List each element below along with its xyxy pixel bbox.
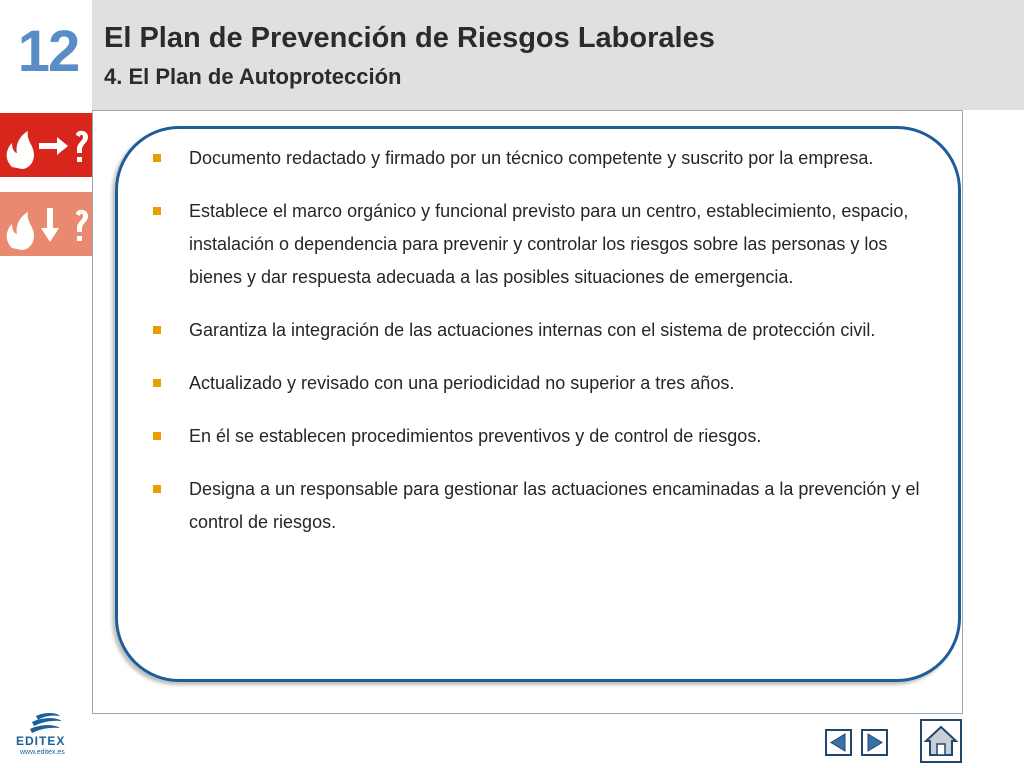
page-subtitle: 4. El Plan de Autoprotección (104, 64, 402, 89)
bullet-text: Designa a un responsable para gestionar las actuaciones encaminadas a la prevención y el control de riesgos. (189, 479, 920, 532)
page-title: El Plan de Prevención de Riesgos Laborales (104, 22, 715, 54)
fire-exit-right-icon (0, 113, 92, 177)
bullet-square-icon (153, 207, 161, 215)
bullet-text: Documento redactado y firmado por un técnico competente y suscrito por la empresa. (189, 148, 874, 168)
fire-exit-down-icon (0, 192, 92, 256)
header-bar (0, 0, 1024, 110)
logo-name: EDITEX (16, 734, 66, 748)
bullet-square-icon (153, 326, 161, 334)
home-icon (922, 721, 960, 761)
bullet-list (150, 142, 940, 559)
bullet-text: Actualizado y revisado con una periodicidad no superior a tres años. (189, 373, 735, 393)
list-item (150, 314, 940, 347)
logo-url: www.editex.es (20, 749, 65, 756)
previous-slide-button[interactable] (825, 729, 852, 756)
next-slide-button[interactable] (861, 729, 888, 756)
bullet-square-icon (153, 379, 161, 387)
list-item (150, 195, 940, 294)
list-item (150, 367, 940, 400)
list-item (150, 142, 940, 175)
list-item (150, 473, 940, 539)
bullet-text: Garantiza la integración de las actuaciones internas con el sistema de protección civil. (189, 320, 876, 340)
bullet-square-icon (153, 432, 161, 440)
list-item (150, 420, 940, 453)
triangle-right-icon (863, 731, 886, 754)
bullet-text: En él se establecen procedimientos preventivos y de control de riesgos. (189, 426, 762, 446)
bullet-square-icon (153, 485, 161, 493)
home-button[interactable] (920, 719, 962, 763)
chapter-number: 12 (17, 19, 79, 84)
bullet-text: Establece el marco orgánico y funcional previsto para un centro, establecimiento, espacio, instalación o dependencia para prevenir y controlar los riesgos sobre las personas y los bienes y dar respuesta adecuada a las posibles situaciones de emergencia. (189, 201, 909, 287)
bullet-square-icon (153, 154, 161, 162)
triangle-left-icon (827, 731, 850, 754)
